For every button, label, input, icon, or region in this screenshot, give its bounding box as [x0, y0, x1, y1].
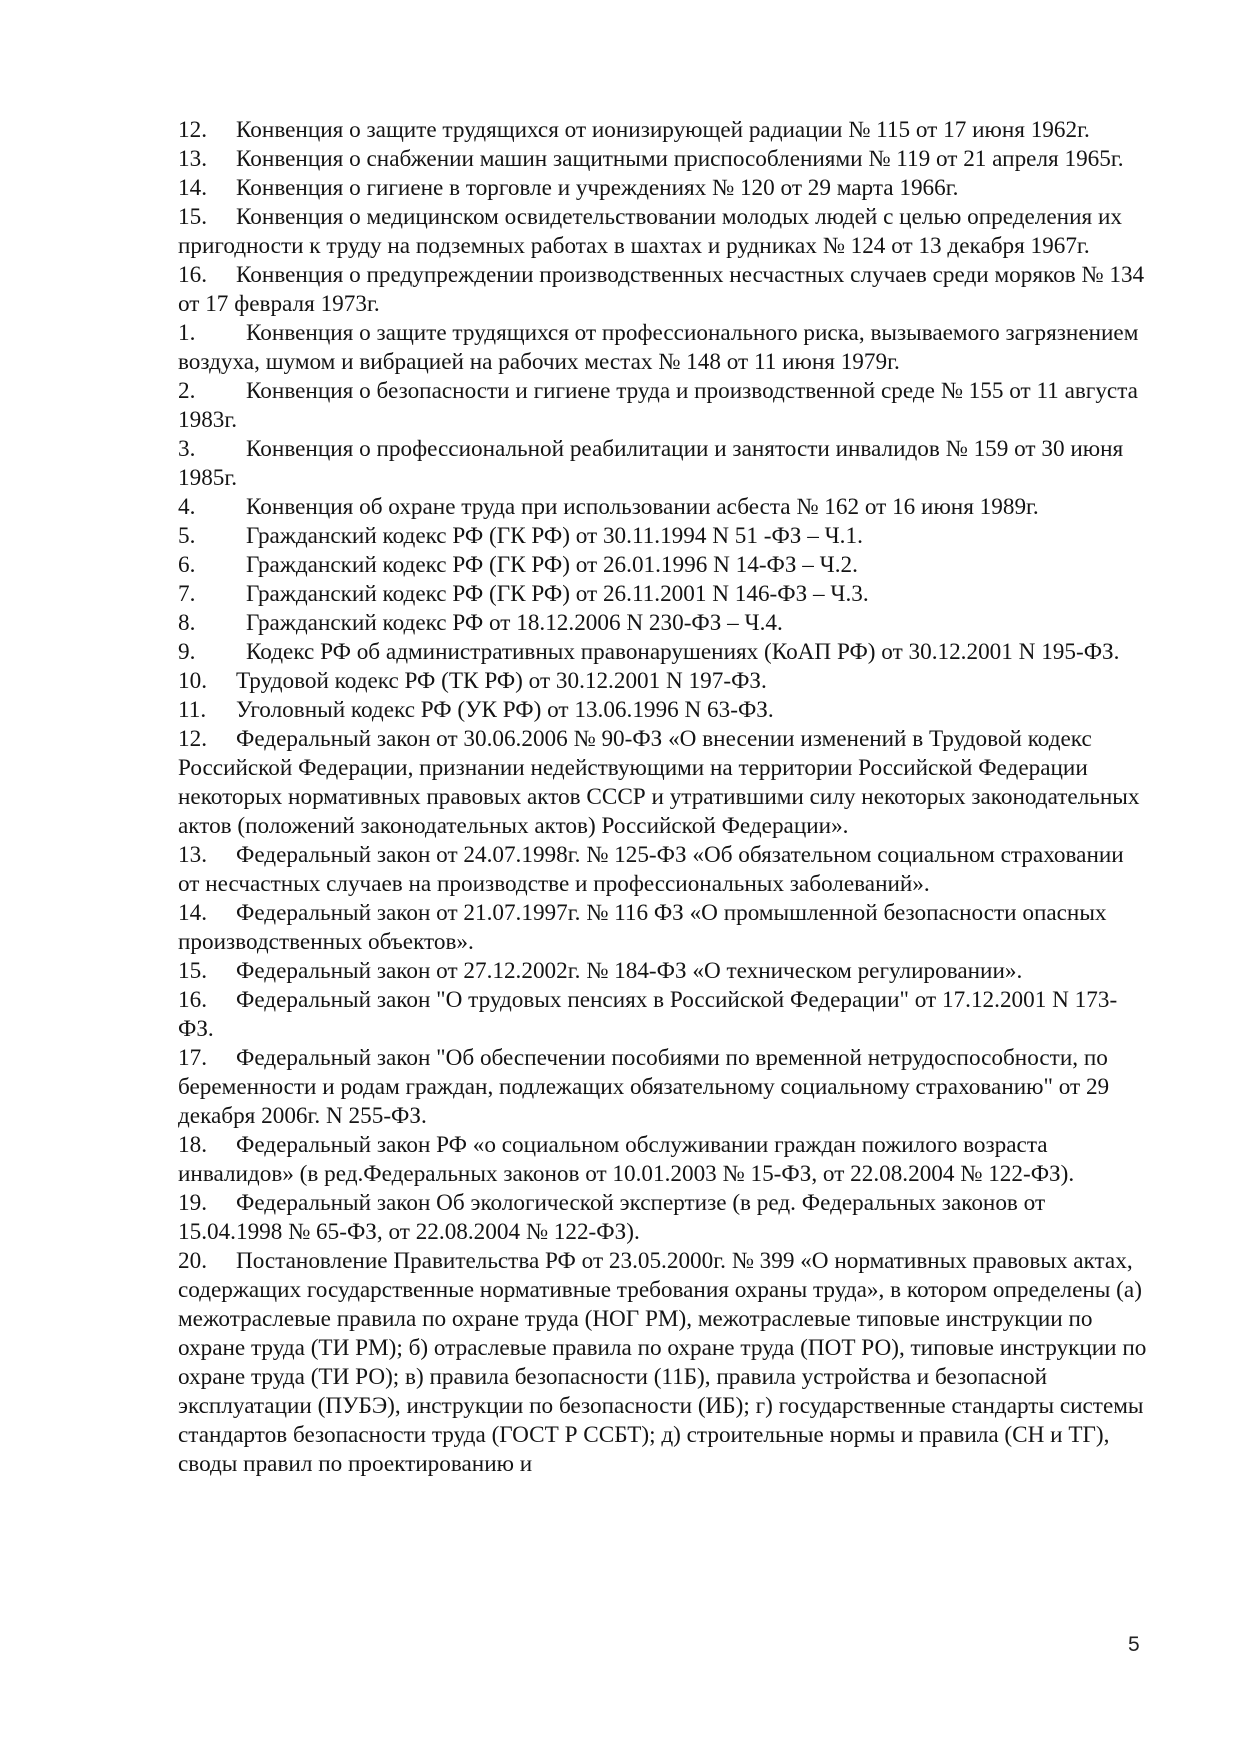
item-text: Федеральный закон от 30.06.2006 № 90-ФЗ «О внесении изменений в Трудовой кодекс Российской Федерации, признании недействующими на территории Российской Федерации некоторых нормативных правовых актов СССР и утратившими силу некоторых законодательных актов (положений законодательных актов) Российской Федерации».	[178, 726, 1140, 839]
item-number: 18.	[178, 1132, 207, 1158]
list-item	[178, 725, 1150, 841]
item-number: 8.	[178, 610, 196, 636]
item-number: 2.	[178, 378, 196, 404]
item-text: Кодекс РФ об административных правонарушениях (КоАП РФ) от 30.12.2001 N 195-ФЗ.	[246, 639, 1120, 665]
list-item	[178, 203, 1150, 261]
item-number: 16.	[178, 262, 207, 288]
item-text: Федеральный закон от 24.07.1998г. № 125-ФЗ «Об обязательном социальном страховании от несчастных случаев на производстве и профессиональных заболеваний».	[178, 842, 1124, 897]
list-item	[178, 377, 1150, 435]
item-text: Конвенция об охране труда при использовании асбеста № 162 от 16 июня 1989г.	[246, 494, 1039, 520]
list-item	[178, 841, 1150, 899]
item-number: 7.	[178, 581, 196, 607]
item-text: Уголовный кодекс РФ (УК РФ) от 13.06.1996 N 63-ФЗ.	[236, 697, 774, 723]
item-number: 17.	[178, 1045, 207, 1071]
item-text: Постановление Правительства РФ от 23.05.2000г. № 399 «О нормативных правовых актах, содержащих государственные нормативные требования охраны труда», в котором определены (а) межотраслевые правила по охране труда (НОГ РМ), межотраслевые типовые инструкции по охране труда (ТИ РМ); б) отраслевые правила по охране труда (ПОТ РО), типовые инструкции по охране труда (ТИ РО); в) правила безопасности (11Б), правила устройства и безопасной эксплуатации (ПУБЭ), инструкции по безопасности (ИБ); г) государственные стандарты системы стандартов безопасности труда (ГОСТ Р ССБТ); д) строительные нормы и правила (СН и ТГ), своды правил по проектированию и	[178, 1248, 1147, 1477]
item-text: Конвенция о защите трудящихся от ионизирующей радиации № 115 от 17 июня 1962г.	[236, 117, 1090, 143]
item-text: Гражданский кодекс РФ от 18.12.2006 N 230-ФЗ – Ч.4.	[246, 610, 783, 636]
item-number: 3.	[178, 436, 196, 462]
list-item	[178, 667, 1150, 696]
item-number: 10.	[178, 668, 207, 694]
item-number: 16.	[178, 987, 207, 1013]
list-item	[178, 1044, 1150, 1131]
item-number: 6.	[178, 552, 196, 578]
item-number: 5.	[178, 523, 196, 549]
item-text: Конвенция о гигиене в торговле и учреждениях № 120 от 29 марта 1966г.	[236, 175, 959, 201]
list-item	[178, 1131, 1150, 1189]
item-text: Федеральный закон Об экологической экспертизе (в ред. Федеральных законов от 15.04.1998 № 65-ФЗ, от 22.08.2004 № 122-ФЗ).	[178, 1190, 1046, 1245]
item-text: Конвенция о профессиональной реабилитации и занятости инвалидов № 159 от 30 июня 1985г.	[178, 436, 1124, 491]
list-item	[178, 319, 1150, 377]
item-text: Конвенция о предупреждении производственных несчастных случаев среди моряков № 134 от 17 февраля 1973г.	[178, 262, 1145, 317]
item-text: Гражданский кодекс РФ (ГК РФ) от 26.01.1996 N 14-ФЗ – Ч.2.	[246, 552, 858, 578]
item-text: Конвенция о снабжении машин защитными приспособлениями № 119 от 21 апреля 1965г.	[236, 146, 1124, 172]
item-number: 14.	[178, 900, 207, 926]
list-item	[178, 1247, 1150, 1479]
legal-acts-list	[178, 116, 1150, 1479]
list-item	[178, 696, 1150, 725]
item-number: 12.	[178, 726, 207, 752]
list-item	[178, 435, 1150, 493]
list-item	[178, 609, 1150, 638]
item-text: Федеральный закон от 27.12.2002г. № 184-ФЗ «О техническом регулировании».	[236, 958, 1023, 984]
list-item	[178, 551, 1150, 580]
item-number: 15.	[178, 204, 207, 230]
item-text: Конвенция о защите трудящихся от профессионального риска, вызываемого загрязнением воздуха, шумом и вибрацией на рабочих местах № 148 от 11 июня 1979г.	[178, 320, 1139, 375]
item-number: 20.	[178, 1248, 207, 1274]
item-number: 13.	[178, 146, 207, 172]
list-item	[178, 580, 1150, 609]
item-number: 11.	[178, 697, 207, 723]
item-text: Федеральный закон от 21.07.1997г. № 116 ФЗ «О промышленной безопасности опасных производственных объектов».	[178, 900, 1107, 955]
item-number: 19.	[178, 1190, 207, 1216]
page-number: 5	[1128, 1633, 1140, 1656]
item-text: Федеральный закон РФ «о социальном обслуживании граждан пожилого возраста инвалидов» (в ред.Федеральных законов от 10.01.2003 № 15-ФЗ, от 22.08.2004 № 122-ФЗ).	[178, 1132, 1075, 1187]
item-number: 13.	[178, 842, 207, 868]
item-text: Федеральный закон "О трудовых пенсиях в Российской Федерации" от 17.12.2001 N 173-ФЗ.	[178, 987, 1118, 1042]
list-item	[178, 493, 1150, 522]
list-item	[178, 116, 1150, 145]
item-text: Гражданский кодекс РФ (ГК РФ) от 30.11.1994 N 51 -ФЗ – Ч.1.	[246, 523, 863, 549]
item-number: 1.	[178, 320, 196, 346]
item-number: 4.	[178, 494, 196, 520]
list-item	[178, 638, 1150, 667]
item-text: Трудовой кодекс РФ (ТК РФ) от 30.12.2001 N 197-ФЗ.	[236, 668, 767, 694]
item-number: 15.	[178, 958, 207, 984]
list-item	[178, 522, 1150, 551]
item-number: 9.	[178, 639, 196, 665]
item-text: Гражданский кодекс РФ (ГК РФ) от 26.11.2001 N 146-ФЗ – Ч.3.	[246, 581, 869, 607]
list-item	[178, 1189, 1150, 1247]
item-number: 12.	[178, 117, 207, 143]
list-item	[178, 145, 1150, 174]
list-item	[178, 957, 1150, 986]
item-number: 14.	[178, 175, 207, 201]
list-item	[178, 899, 1150, 957]
item-text: Конвенция о безопасности и гигиене труда и производственной среде № 155 от 11 августа 1983г.	[178, 378, 1138, 433]
list-item	[178, 261, 1150, 319]
list-item	[178, 174, 1150, 203]
item-text: Конвенция о медицинском освидетельствовании молодых людей с целью определения их пригодности к труду на подземных работах в шахтах и рудниках № 124 от 13 декабря 1967г.	[178, 204, 1122, 259]
list-item	[178, 986, 1150, 1044]
item-text: Федеральный закон "Об обеспечении пособиями по временной нетрудоспособности, по беременности и родам граждан, подлежащих обязательному социальному страхованию" от 29 декабря 2006г. N 255-ФЗ.	[178, 1045, 1110, 1129]
